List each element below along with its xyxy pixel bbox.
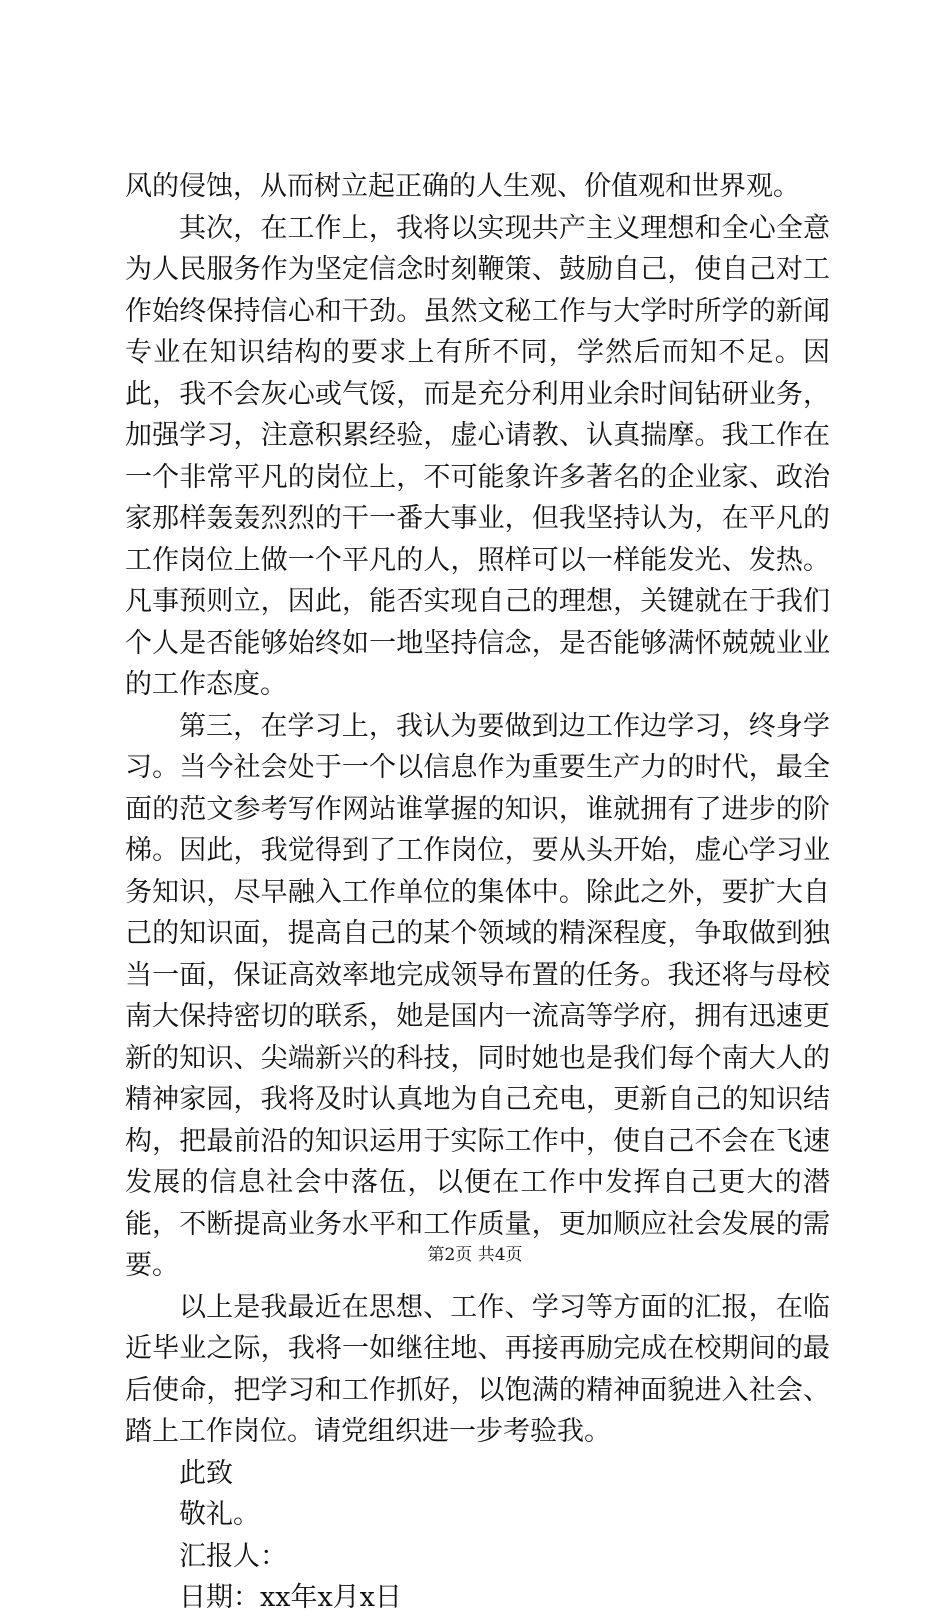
- closing-regards: 敬礼。: [179, 1499, 260, 1530]
- date-line: 日期：xx年x月x日: [179, 1582, 402, 1613]
- paragraph-work: 其次，在工作上，我将以实现共产主义理想和全心全意为人民服务作为坚定信念时刻鞭策、鼓励自己，使自己对工作始终保持信心和干劲。虽然文秘工作与大学时所学的新闻专业在知识结构的要求上有所不同，学然后而知不足。因此，我不会灰心或气馁，而是充分利用业余时间钻研业务，加强学习，注意积累经验，虚心请教、认真揣摩。我工作在一个非常平凡的岗位上，不可能象许多著名的企业家、政治家那样轰轰烈烈的干一番大事业，但我坚持认为，在平凡的工作岗位上做一个平凡的人，照样可以一样能发光、发热。凡事预则立，因此，能否实现自己的理想，关键就在于我们个人是否能够始终如一地坚持信念，是否能够满怀兢兢业业的工作态度。: [125, 212, 830, 700]
- reporter-line: 汇报人：: [179, 1540, 287, 1572]
- closing-salutation: 此致: [179, 1457, 233, 1489]
- page-footer: 第2页 共4页: [427, 1245, 523, 1265]
- document-body: [125, 166, 830, 1619]
- paragraph-continuation: 风的侵蚀，从而树立起正确的人生观、价值观和世界观。: [125, 171, 800, 202]
- paragraph-study: 第三，在学习上，我认为要做到边工作边学习，终身学习。当今社会处于一个以信息作为重要生产力的时代，最全面的范文参考写作网站谁掌握的知识，谁就拥有了进步的阶梯。因此，我觉得到了工作岗位，要从头开始，虚心学习业务知识，尽早融入工作单位的集体中。除此之外，要扩大自己的知识面，提高自己的某个领域的精深程度，争取做到独当一面，保证高效率地完成领导布置的任务。我还将与母校南大保持密切的联系，她是国内一流高等学府，拥有迅速更新的知识、尖端新兴的科技，同时她也是我们每个南大人的精神家园，我将及时认真地为自己充电，更新自己的知识结构，把最前沿的知识运用于实际工作中，使自己不会在飞速发展的信息社会中落伍，以便在工作中发挥自己更大的潜能，不断提高业务水平和工作质量，更加顺应社会发展的需要。: [125, 710, 830, 1281]
- paragraph-summary: 以上是我最近在思想、工作、学习等方面的汇报，在临近毕业之际，我将一如继往地、再接再励完成在校期间的最后使命，把学习和工作抓好，以饱满的精神面貌进入社会、踏上工作岗位。请党组织进一步考验我。: [125, 1291, 830, 1447]
